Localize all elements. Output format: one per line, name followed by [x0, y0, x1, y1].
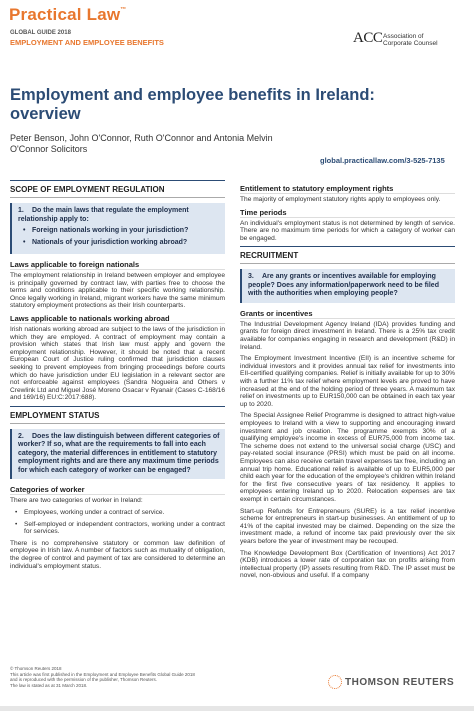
- paragraph: The Industrial Development Agency Ireland (IDA) provides funding and grants for foreign direct investment in Ireland. There is a 25% tax credit available for companies engaging in research and development (R&D) in Ireland.: [240, 320, 455, 351]
- list-item: • Self-employed or independent contractors, working under a contract for services.: [10, 521, 225, 536]
- question-box: 1. Do the main laws that regulate the employment relationship apply to: • Foreign nationals working in your jurisdiction? • Nationals of your jurisdiction working abroad?: [10, 203, 225, 254]
- sub-heading: Time periods: [240, 208, 455, 218]
- paragraph: The Special Assignee Relief Programme is designed to attract high-value employees to Ireland with a view to supporting and encouraging inward investment and job creation. The programme exempts 30% of a qualifying employee's income in excess of EUR75,000 from income tax. The scheme does not extend to the universal social charge (USC) and pay-related social insurance (PRSI) which must be paid on all income. Employees can also receive certain travel expenses tax free, including an annual trip home. Educational relief is available of up to EUR5,000 per child each year for the education of the employee's children within Ireland for the first five consecutive years of tax residency. It applies to employees entering Ireland up to 2020. Relocation expenses are tax exempt in certain circumstances.: [240, 412, 455, 503]
- page-title: Employment and employee benefits in Ireland: overview: [10, 86, 375, 123]
- paragraph: Start-up Refunds for Entrepreneurs (SURE) is a tax relief incentive scheme for entrepreneurs in start-up businesses. An entitlement of up to 41% of the capital invested may be claimed. Depending on the size the investment made, a refund of income tax paid previously over the six years before the year of investment may be recouped.: [240, 507, 455, 545]
- left-column: [10, 180, 225, 574]
- brand-logo: Practical Law™: [9, 5, 127, 24]
- paragraph: The Employment Investment Incentive (EII) is an incentive scheme for individual investors and it provides annual tax relief for investments into EII-certified qualifying companies. Relief is initially available for up to 30% with a further 11% tax relief where employment levels are proved to have increased at the end of the holding period of three years. A maximum tax relief on investments up to EUR150,000 can be obtained in each tax year up to 2020.: [240, 355, 455, 408]
- right-column: [240, 180, 455, 584]
- sub-heading: Laws applicable to nationals working abroad: [10, 314, 225, 324]
- paragraph: The majority of employment statutory rights apply to employees only.: [240, 196, 441, 203]
- guide-subtitle: EMPLOYMENT AND EMPLOYEE BENEFITS: [10, 38, 164, 47]
- sub-heading: Entitlement to statutory employment rights: [240, 184, 455, 194]
- sub-heading: Grants or incentives: [240, 309, 455, 319]
- paragraph: An individual's employment status is not determined by length of service. There are no maximum time periods for which a category of worker can be engaged.: [240, 219, 455, 242]
- authors: Peter Benson, John O'Connor, Ruth O'Connor and Antonia Melvin O'Connor Solicitors: [10, 133, 273, 154]
- footer-copyright: © Thomson Reuters 2018 This article was first published in the Employment and Employee Benefits Global Guide 2018 and is reproduced with the permission of the publisher, Thomson Reuters. The law is stated as at 31 March 2018.: [10, 666, 195, 688]
- guide-label: GLOBAL GUIDE 2018: [10, 30, 71, 36]
- acc-mark: ACC: [353, 30, 383, 46]
- paragraph: Irish nationals working abroad are subject to the laws of the jurisdiction in which they are employed. A contract of employment may contain a provision which states that Irish law must apply and govern the employment relationship. However, it should be noted that a recent European Court of Justice ruling confirmed that jurisdiction clauses seeking to prevent employees from bringing proceedings before courts which do have jurisdiction under EU legislation in a relevant sector are not enforceable against employees (Sandra Nogueira and Others v Crewlink Ltd and Miguel José Moreno Osacar v Ryanair (Cases C-168/16 and 169/16) EU:C:2017:688).: [10, 325, 225, 402]
- question-box: 3. Are any grants or incentives available for employing people? Does any information/paperwork need to be filed with the authorities when employing people?: [240, 269, 455, 303]
- list-item: • Employees, working under a contract of service.: [10, 509, 225, 517]
- question-bullet: • Foreign nationals working in your jurisdiction?: [18, 227, 220, 236]
- acc-logo: [353, 30, 465, 56]
- paragraph: There is no comprehensive statutory or common law definition of employee in Irish law. A number of factors such as mutuality of obligation, the degree of control and payment of tax are considered to determine an individual's employment status.: [10, 539, 225, 570]
- header: [0, 0, 474, 72]
- thomson-reuters-icon: [328, 675, 342, 689]
- section-heading: RECRUITMENT: [240, 246, 455, 264]
- section-heading: SCOPE OF EMPLOYMENT REGULATION: [10, 180, 225, 198]
- paragraph: The employment relationship in Ireland between employer and employee is principally governed by contract law, with parties free to choose the terms and conditions applicable to their specific working relationship. Once legally working in Ireland, migrant workers have the same minimum statutory employment protections as their Irish counterparts.: [10, 272, 225, 310]
- guide-url-link[interactable]: global.practicallaw.com/3-525-7135: [320, 156, 445, 165]
- question-bullet: • Nationals of your jurisdiction working abroad?: [18, 239, 220, 248]
- question-box: 2. Does the law distinguish between different categories of worker? If so, what are the requirements to fall into each category, the material differences in entitlement to statutory employment rights and are there any maximum time periods for which each category of worker can be engaged?: [10, 429, 225, 480]
- paragraph: There are two categories of worker in Ireland:: [10, 497, 143, 505]
- section-heading: EMPLOYMENT STATUS: [10, 406, 225, 424]
- paragraph: The Knowledge Development Box (Certification of Inventions) Act 2017 (KDB) introduces a lower rate of corporation tax on profits arising from intellectual property (IP) assets resulting from R&D. The IP asset must be novel, non-obvious and useful. If a company: [240, 549, 455, 580]
- acc-text: Association of Corporate Counsel: [383, 33, 438, 47]
- sub-heading: Categories of worker: [10, 485, 225, 495]
- page-bottom-bar: [0, 706, 474, 711]
- thomson-reuters-logo: THOMSON REUTERS: [345, 677, 455, 688]
- sub-heading: Laws applicable to foreign nationals: [10, 260, 225, 270]
